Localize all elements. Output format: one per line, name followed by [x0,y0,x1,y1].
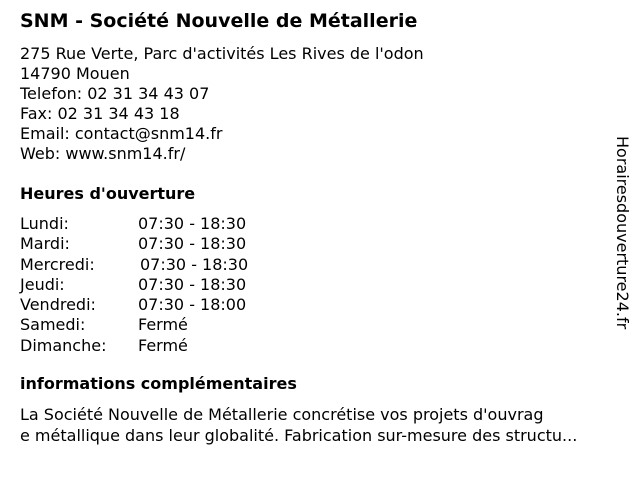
day-hours: 07:30 - 18:00 [138,295,247,315]
day-label: Mardi: [20,234,70,254]
info-line-2: e métallique dans leur globalité. Fabrication sur-mesure des structu... [20,426,578,445]
day-hours: 07:30 - 18:30 [140,254,249,274]
day-label: Vendredi: [20,295,96,315]
day-hours: 07:30 - 18:30 [138,214,247,233]
address-line-1: 275 Rue Verte, Parc d'activités Les Rives de l'odon [20,44,424,63]
day-hours: 07:30 - 18:30 [138,234,247,254]
address-line-2: 14790 Mouen [20,64,130,83]
business-name: SNM - Société Nouvelle de Métallerie [20,10,418,32]
day-hours: 07:30 - 18:30 [138,274,247,294]
day-hours: Fermé [138,335,188,355]
day-label: Jeudi: [20,274,65,294]
fax-line: Fax: 02 31 34 43 18 [20,104,180,123]
day-label: Dimanche: [20,335,107,355]
site-watermark [610,136,636,344]
day-label: Samedi: [20,315,86,335]
day-hours: Fermé [138,315,188,335]
site-watermark-text: Horairesdouverture24.fr [613,136,632,330]
contact-block [20,44,424,164]
web-line: Web: www.snm14.fr/ [20,144,186,163]
hours-heading: Heures d'ouverture [20,184,196,203]
info-heading: informations complémentaires [20,374,297,393]
info-line-1: La Société Nouvelle de Métallerie concrétise vos projets d'ouvrag [20,405,544,424]
email-line: Email: contact@snm14.fr [20,124,223,143]
day-label: Mercredi: [20,254,95,274]
info-description [20,404,630,446]
day-label: Lundi: [20,214,69,233]
phone-line: Telefon: 02 31 34 43 07 [20,84,210,103]
